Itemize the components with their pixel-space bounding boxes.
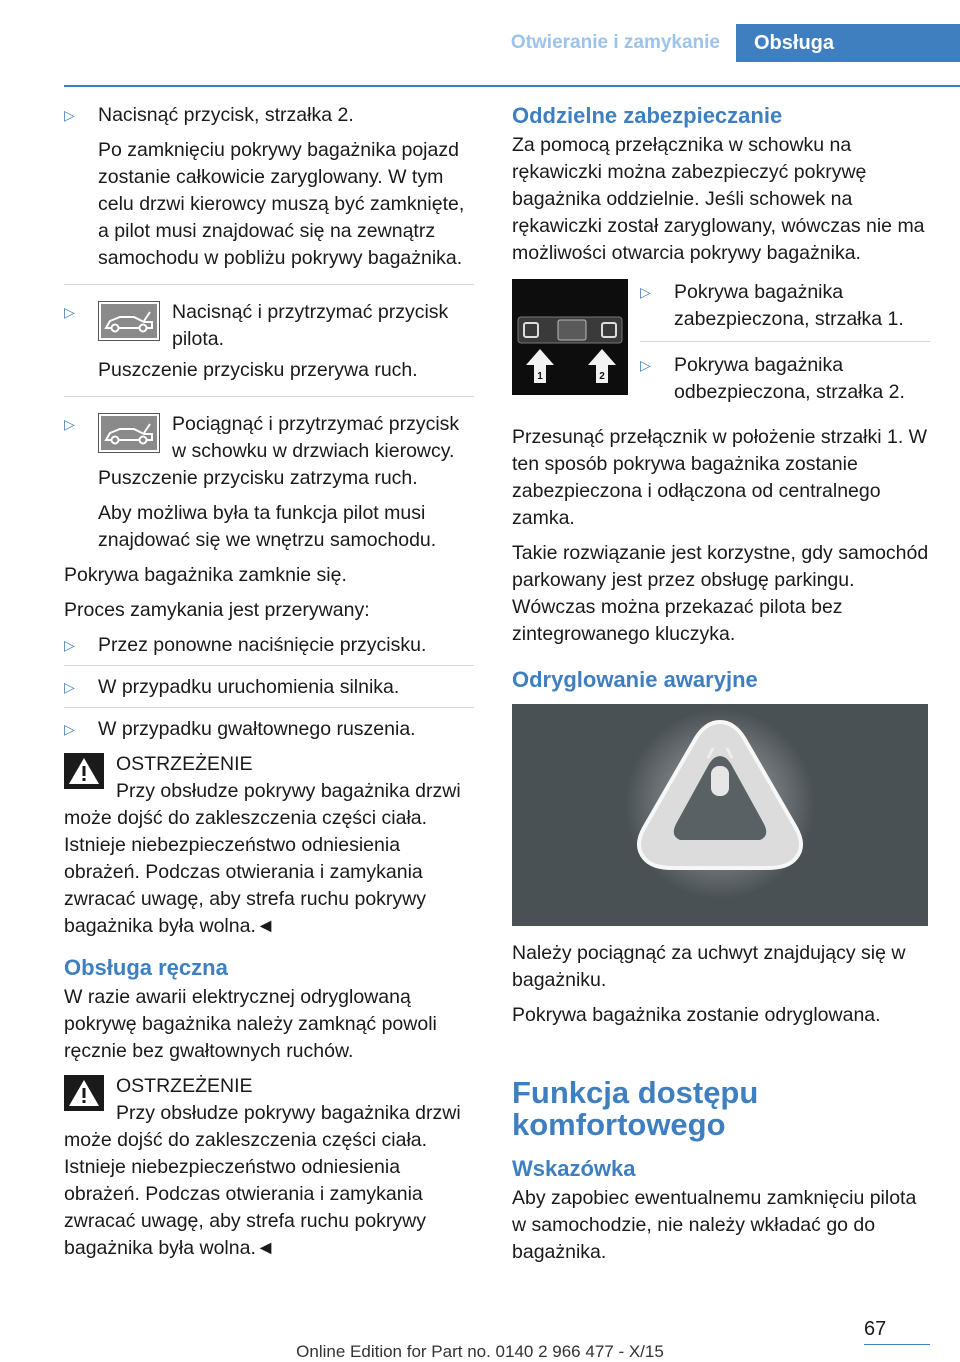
- chapter-heading: Funkcja dostępu komfortowego: [512, 1075, 759, 1142]
- left-column: [64, 102, 474, 1270]
- triangle-bullet-icon: ▷: [64, 304, 75, 320]
- item-text: Nacisnąć i przytrzymać przycisk pilota.: [172, 301, 449, 350]
- paragraph: Przesunąć przełącznik w położenie strzałki 1. W ten sposób pokrywa bagażnika zostanie zabezpieczona i odłączona od centralnego zamka.: [512, 426, 928, 529]
- item-description: Puszczenie przycisku przerywa ruch.: [98, 359, 418, 381]
- item-text: Pokrywa bagażnika zabezpieczona, strzałka 1.: [674, 281, 904, 330]
- emergency-release-image: [512, 704, 928, 926]
- item-text: Nacisnąć przycisk, strzałka 2.: [98, 104, 354, 126]
- triangle-bullet-icon: ▷: [64, 107, 75, 123]
- remote-trunk-button-icon: [98, 301, 160, 341]
- item-text: W przypadku uruchomienia silnika.: [98, 676, 400, 698]
- list-item: [64, 674, 474, 708]
- edition-text: Online Edition for Part no. 0140 2 966 477 - X/15: [296, 1342, 664, 1361]
- lock-switch-figure: [512, 279, 930, 414]
- warning-text: Przy obsłudze pokrywy bagażnika drzwi: [116, 1102, 461, 1124]
- page-header: [0, 24, 960, 62]
- list-item: [64, 632, 474, 666]
- list-item: [640, 279, 930, 342]
- triangle-bullet-icon: ▷: [64, 637, 75, 653]
- warning-text: może dojść do zakleszczenia części ciała. Istnieje niebezpieczeństwo odniesienia obrażeń. Podczas otwierania i zamykania zwracać uwagę, aby strefa ruchu pokrywy bagażnika była wolna.◄: [64, 807, 428, 937]
- warning-text: może dojść do zakleszczenia części ciała. Istnieje niebezpieczeństwo odniesienia obrażeń. Podczas otwierania i zamykania zwracać uwagę, aby strefa ruchu pokrywy bagażnika była wolna.◄: [64, 1129, 428, 1259]
- triangle-bullet-icon: ▷: [64, 679, 75, 695]
- list-item: [640, 352, 930, 406]
- paragraph: W razie awarii elektrycznej odryglowaną pokrywę bagażnika należy zamknąć powoli ręcznie bez gwałtownych ruchów.: [64, 986, 437, 1062]
- item-text: Pociągnąć i przytrzymać przycisk w schowku w drzwiach kierowcy.: [172, 413, 460, 462]
- paragraph: Aby zapobiec ewentualnemu zamknięciu pilota w samochodzie, nie należy wkładać go do bagażnika.: [512, 1187, 917, 1263]
- item-text: W przypadku gwałtownego ruszenia.: [98, 718, 416, 740]
- triangle-bullet-icon: ▷: [640, 284, 651, 300]
- section-title: Otwieranie i zamykanie: [510, 32, 720, 53]
- warning-title: OSTRZEŻENIE: [116, 1075, 253, 1097]
- triangle-bullet-icon: ▷: [64, 416, 75, 432]
- section-heading: Wskazówka: [512, 1156, 636, 1181]
- warning-text: Przy obsłudze pokrywy bagażnika drzwi: [116, 780, 461, 802]
- item-text: Pokrywa bagażnika odbezpieczona, strzałka 2.: [674, 354, 905, 403]
- lock-list: [640, 279, 930, 414]
- triangle-bullet-icon: ▷: [640, 357, 651, 373]
- list-item: [64, 411, 474, 554]
- item-description: Aby możliwa była ta funkcja pilot musi znajdować się we wnętrzu samochodu.: [98, 502, 437, 551]
- section-heading: Obsługa ręczna: [64, 955, 228, 980]
- list-item: [64, 716, 474, 743]
- paragraph: Za pomocą przełącznika w schowku na rękawiczki można zabezpieczyć pokrywę bagażnika oddzielnie. Jeśli schowek na rękawiczki został zaryglowany, wówczas nie ma możliwości otwarcia pokrywy bagażnika.: [512, 134, 925, 264]
- section-heading: Odryglowanie awaryjne: [512, 667, 758, 692]
- door-trunk-button-icon: [98, 413, 160, 453]
- header-rule: [64, 85, 960, 87]
- paragraph: Pokrywa bagażnika zamknie się.: [64, 564, 347, 586]
- paragraph: Takie rozwiązanie jest korzystne, gdy samochód parkowany jest przez obsługę parkingu. Wówczas można przekazać pilota bez zintegrowanego kluczyka.: [512, 542, 929, 645]
- lock-switch-image: [512, 279, 628, 395]
- item-description: Po zamknięciu pokrywy bagażnika pojazd zostanie całkowicie zaryglowany. W tym celu drzwi kierowcy muszą być zamknięte, a pilot musi znajdować się na zewnątrz samochodu w pobliżu pokrywy bagażnika.: [98, 139, 465, 269]
- chapter-tab: Obsługa: [736, 24, 960, 62]
- triangle-bullet-icon: ▷: [64, 721, 75, 737]
- warning-block: [64, 751, 474, 940]
- warning-title: OSTRZEŻENIE: [116, 753, 253, 775]
- warning-block: [64, 1073, 474, 1262]
- warning-icon: [64, 1075, 104, 1111]
- page-number: 67: [864, 1318, 887, 1340]
- list-item: [64, 102, 474, 285]
- warning-icon: [64, 753, 104, 789]
- paragraph: Należy pociągnąć za uchwyt znajdujący się w bagażniku.: [512, 942, 906, 991]
- list-item: [64, 299, 474, 397]
- lock-label-1: 1: [537, 371, 543, 382]
- section-heading: Oddzielne zabezpieczanie: [512, 103, 783, 128]
- item-description: Puszczenie przycisku zatrzyma ruch.: [98, 467, 418, 489]
- item-text: Przez ponowne naciśnięcie przycisku.: [98, 634, 427, 656]
- paragraph: Pokrywa bagażnika zostanie odryglowana.: [512, 1004, 881, 1026]
- right-column: [512, 102, 930, 1274]
- lock-label-2: 2: [599, 371, 605, 382]
- paragraph: Proces zamykania jest przerywany:: [64, 599, 370, 621]
